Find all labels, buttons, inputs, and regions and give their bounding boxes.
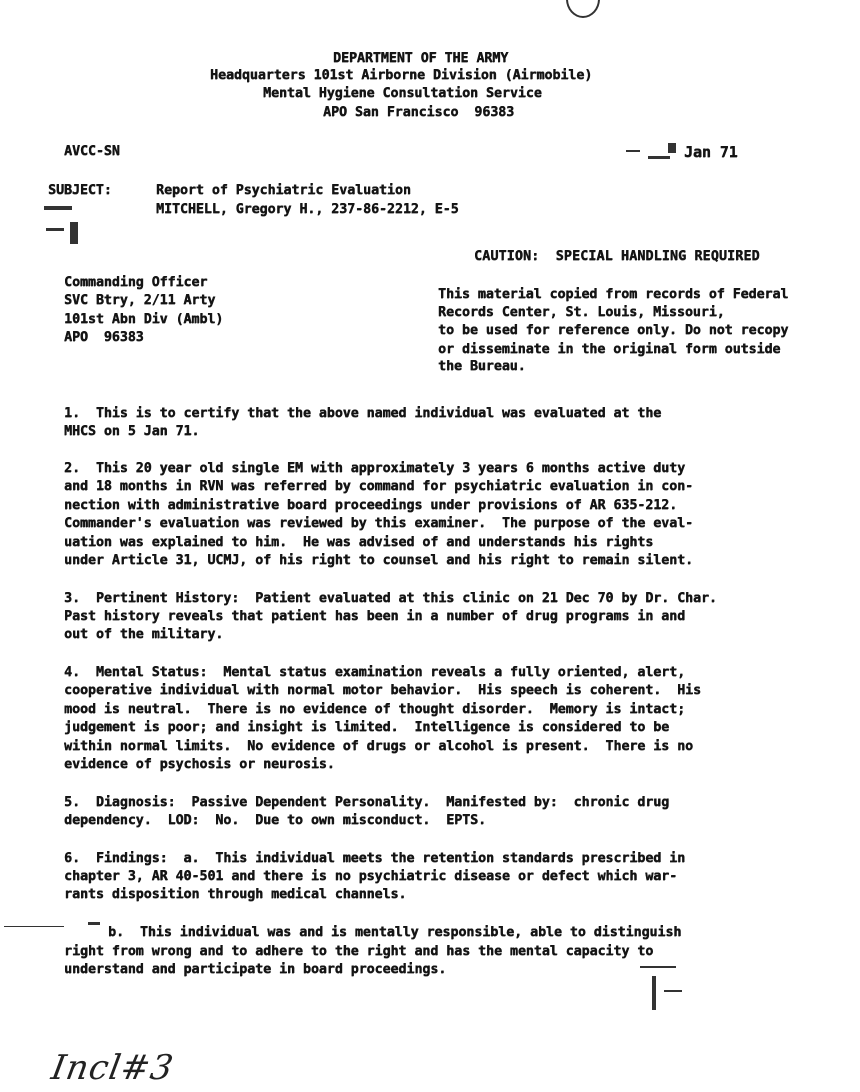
paragraph-line: under Article 31, UCMJ, of his right to counsel and his right to remain silent. xyxy=(64,553,693,568)
paragraph-line: 1. This is to certify that the above named individual was evaluated at the xyxy=(64,406,662,421)
records-notice-line: This material copied from records of Federal xyxy=(438,287,789,302)
paragraph-line: Commander's evaluation was reviewed by this examiner. The purpose of the eval- xyxy=(64,516,693,531)
paragraph-line: right from wrong and to adhere to the right and has the mental capacity to xyxy=(64,944,654,959)
paragraph-line: dependency. LOD: No. Due to own misconduct. EPTS. xyxy=(64,813,486,828)
scan-speck xyxy=(664,990,682,992)
paragraph-line: cooperative individual with normal motor behavior. His speech is coherent. His xyxy=(64,683,701,698)
addressee-line: Commanding Officer xyxy=(64,275,208,290)
scan-speck xyxy=(640,966,676,968)
letterhead-apo: APO San Francisco 96383 xyxy=(323,105,515,120)
scan-speck xyxy=(668,143,676,153)
paragraph-line: uation was explained to him. He was advised of and understands his rights xyxy=(64,535,654,550)
subject-line-1: Report of Psychiatric Evaluation xyxy=(156,183,411,198)
paragraph-line: Past history reveals that patient has been in a number of drug programs in and xyxy=(64,609,686,624)
letterhead-headquarters: Headquarters 101st Airborne Division (Airmobile) xyxy=(210,68,593,83)
paragraph-line: 3. Pertinent History: Patient evaluated at this clinic on 21 Dec 70 by Dr. Char. xyxy=(64,591,717,606)
caution-banner: CAUTION: SPECIAL HANDLING REQUIRED xyxy=(474,249,760,264)
scan-speck xyxy=(46,228,64,231)
records-notice-line: Records Center, St. Louis, Missouri, xyxy=(438,305,725,320)
paragraph-line: rants disposition through medical channels. xyxy=(64,887,407,902)
letterhead-department: DEPARTMENT OF THE ARMY xyxy=(333,51,509,66)
paragraph-line: out of the military. xyxy=(64,627,224,642)
scan-speck xyxy=(626,150,640,152)
paragraph-line: chapter 3, AR 40-501 and there is no psychiatric disease or defect which war- xyxy=(64,869,678,884)
paragraph-line: 4. Mental Status: Mental status examination reveals a fully oriented, alert, xyxy=(64,665,686,680)
paragraph-line: judgement is poor; and insight is limited. Intelligence is considered to be xyxy=(64,720,670,735)
records-notice-line: the Bureau. xyxy=(438,359,526,374)
paragraph-line: evidence of psychosis or neurosis. xyxy=(64,757,335,772)
letterhead-service: Mental Hygiene Consultation Service xyxy=(263,86,542,101)
paragraph-line: within normal limits. No evidence of drugs or alcohol is present. There is no xyxy=(64,739,693,754)
scan-speck xyxy=(652,976,656,1010)
document-date: Jan 71 xyxy=(684,143,738,161)
paragraph-line: and 18 months in RVN was referred by command for psychiatric evaluation in con- xyxy=(64,479,693,494)
paragraph-line: 6. Findings: a. This individual meets the retention standards prescribed in xyxy=(64,851,686,866)
paragraph-line: mood is neutral. There is no evidence of thought disorder. Memory is intact; xyxy=(64,702,686,717)
scan-speck xyxy=(4,926,64,927)
office-symbol: AVCC-SN xyxy=(64,144,120,159)
handwritten-enclosure-note: Incl#3 xyxy=(48,1048,177,1088)
paragraph-line: nection with administrative board proceedings under provisions of AR 635-212. xyxy=(64,498,678,513)
addressee-line: SVC Btry, 2/11 Arty xyxy=(64,293,216,308)
punch-hole-mark xyxy=(566,0,600,18)
scan-speck xyxy=(70,222,78,244)
paragraph-line: understand and participate in board proceedings. xyxy=(64,962,447,977)
records-notice-line: or disseminate in the original form outside xyxy=(438,342,781,357)
paragraph-line: MHCS on 5 Jan 71. xyxy=(64,424,200,439)
subject-line-2: MITCHELL, Gregory H., 237-86-2212, E-5 xyxy=(156,202,459,217)
addressee-line: 101st Abn Div (Ambl) xyxy=(64,312,224,327)
addressee-line: APO 96383 xyxy=(64,330,144,345)
paragraph-line: 5. Diagnosis: Passive Dependent Personality. Manifested by: chronic drug xyxy=(64,795,670,810)
paragraph-line: 2. This 20 year old single EM with approximately 3 years 6 months active duty xyxy=(64,461,686,476)
scan-speck xyxy=(88,922,100,925)
scan-speck xyxy=(44,206,72,210)
paragraph-line: b. This individual was and is mentally responsible, able to distinguish xyxy=(108,925,682,940)
scan-speck xyxy=(648,156,670,159)
subject-label: SUBJECT: xyxy=(48,183,112,198)
records-notice-line: to be used for reference only. Do not recopy xyxy=(438,323,789,338)
